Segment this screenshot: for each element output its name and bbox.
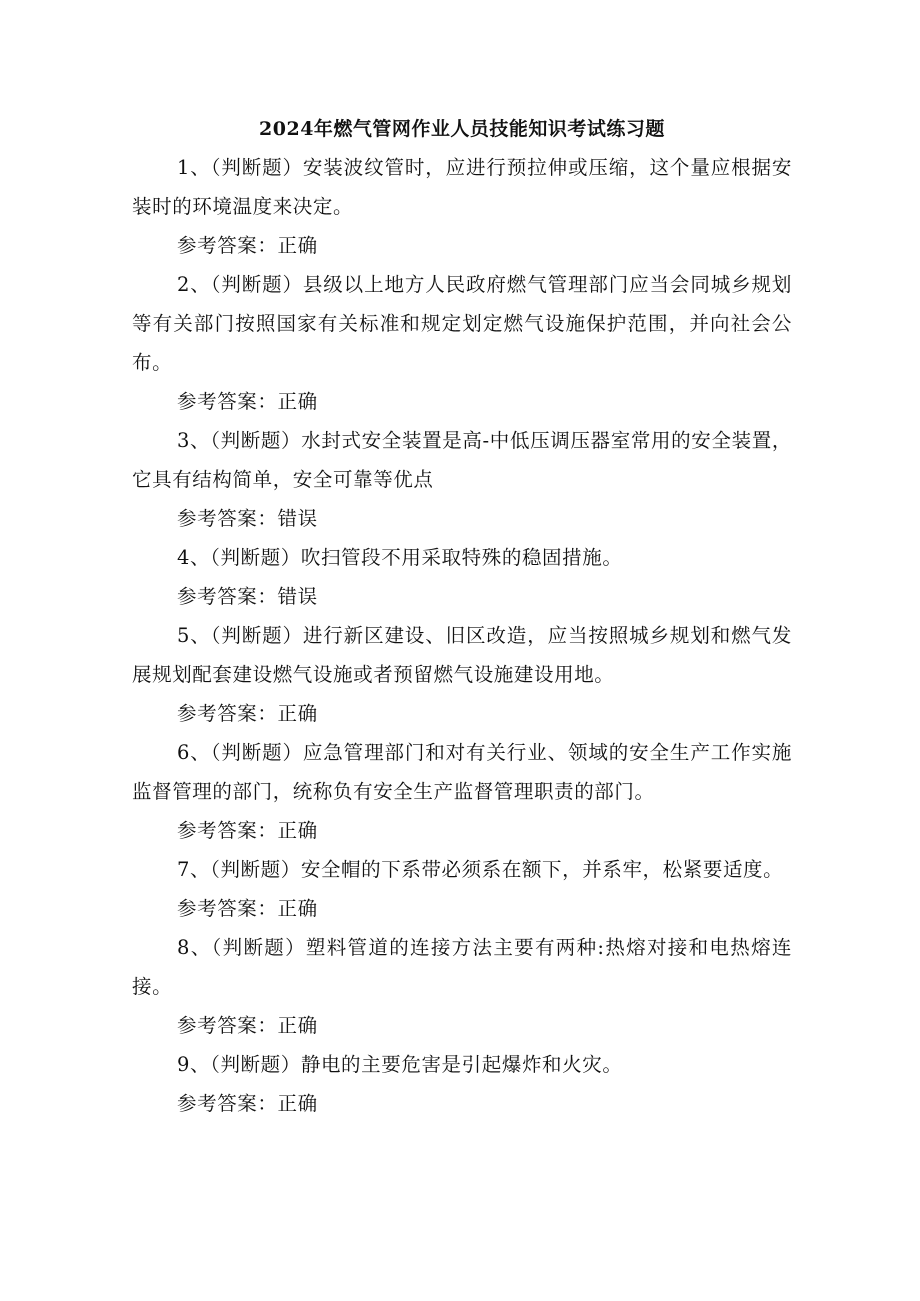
question-text: 5、（判断题）进行新区建设、旧区改造，应当按照城乡规划和燃气发展规划配套建设燃气设施或者预留燃气设施建设用地。 <box>132 624 792 686</box>
answer-line <box>132 226 792 265</box>
answer-label: 参考答案： <box>177 234 278 257</box>
question-text: 2、（判断题）县级以上地方人民政府燃气管理部门应当会同城乡规划等有关部门按照国家有关标准和规定划定燃气设施保护范围，并向社会公布。 <box>132 273 792 374</box>
question-text: 7、（判断题）安全帽的下系带必须系在额下，并系牢，松紧要适度。 <box>177 858 784 881</box>
answer-label: 参考答案： <box>177 897 278 920</box>
answer-value: 正确 <box>277 819 318 842</box>
question-item <box>132 1045 792 1123</box>
answer-label: 参考答案： <box>177 819 278 842</box>
answer-value: 正确 <box>277 1092 318 1115</box>
answer-value: 正确 <box>277 1014 318 1037</box>
answer-label: 参考答案： <box>177 585 278 608</box>
question-item <box>132 928 792 1045</box>
question-text: 4、（判断题）吹扫管段不用采取特殊的稳固措施。 <box>177 546 623 569</box>
question-text: 6、（判断题）应急管理部门和对有关行业、领域的安全生产工作实施监督管理的部门，统称负有安全生产监督管理职责的部门。 <box>132 741 792 803</box>
question-text: 9、（判断题）静电的主要危害是引起爆炸和火灾。 <box>177 1053 623 1076</box>
answer-label: 参考答案： <box>177 390 278 413</box>
answer-value: 正确 <box>277 234 318 257</box>
answer-line <box>132 811 792 850</box>
question-item <box>132 148 792 265</box>
document-title: 2024年燃气管网作业人员技能知识考试练习题 <box>259 118 665 140</box>
question-item <box>132 733 792 850</box>
answer-line <box>132 499 792 538</box>
answer-value: 错误 <box>277 585 318 608</box>
answer-value: 错误 <box>277 507 318 530</box>
question-item <box>132 421 792 538</box>
answer-label: 参考答案： <box>177 1014 278 1037</box>
question-item <box>132 850 792 928</box>
answer-value: 正确 <box>277 702 318 725</box>
answer-line <box>132 577 792 616</box>
question-text: 8、（判断题）塑料管道的连接方法主要有两种:热熔对接和电热熔连接。 <box>132 936 792 998</box>
answer-line <box>132 889 792 928</box>
question-item <box>132 265 792 421</box>
answer-label: 参考答案： <box>177 702 278 725</box>
answer-label: 参考答案： <box>177 1092 278 1115</box>
question-list <box>132 148 792 1123</box>
answer-line <box>132 1006 792 1045</box>
answer-label: 参考答案： <box>177 507 278 530</box>
answer-line <box>132 1084 792 1123</box>
answer-value: 正确 <box>277 390 318 413</box>
answer-value: 正确 <box>277 897 318 920</box>
question-item <box>132 538 792 616</box>
answer-line <box>132 694 792 733</box>
question-text: 1、（判断题）安装波纹管时，应进行预拉伸或压缩，这个量应根据安装时的环境温度来决定。 <box>132 156 792 218</box>
question-item <box>132 616 792 733</box>
answer-line <box>132 382 792 421</box>
question-text: 3、（判断题）水封式安全装置是高-中低压调压器室常用的安全装置，它具有结构简单，安全可靠等优点 <box>132 429 792 491</box>
